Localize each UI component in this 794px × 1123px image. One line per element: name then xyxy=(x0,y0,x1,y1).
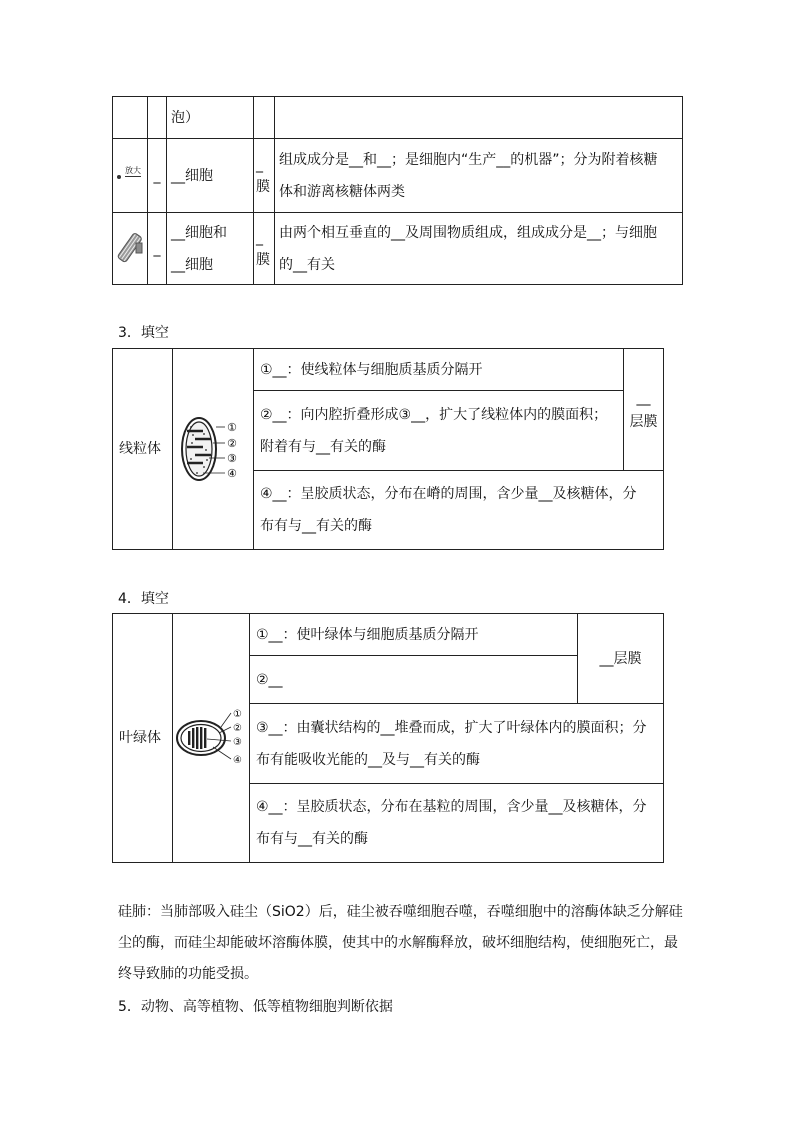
item-text: 附着有与__有关的酶 xyxy=(260,438,386,455)
membrane-text: 层膜 xyxy=(629,413,658,430)
note-line: 终导致肺的功能受损。 xyxy=(118,966,258,982)
organelle-name: 线粒体 xyxy=(119,441,161,457)
table-cell xyxy=(250,656,578,704)
table-cell xyxy=(250,704,664,784)
item-text: ①__：使叶绿体与细胞质基质分隔开 xyxy=(256,626,479,643)
item-text: ③__：由囊状结构的__堆叠而成，扩大了叶绿体内的膜面积；分 xyxy=(256,719,647,736)
mitochondria-figure-cell xyxy=(173,349,254,550)
table-cell xyxy=(250,784,664,863)
organelle-table-continued xyxy=(112,96,683,285)
table-cell xyxy=(167,97,254,139)
silicosis-note xyxy=(118,897,683,990)
table-cell xyxy=(275,97,683,139)
item-text: ④__：呈胶质状态，分布在嵴的周围，含少量__及核糖体，分 xyxy=(260,486,637,502)
cell-text: 由两个相互垂直的__及周围物质组成，组成成分是__；与细胞 xyxy=(279,224,657,241)
cell-text: 泡） xyxy=(171,109,199,126)
cell-text: 膜 xyxy=(256,251,270,268)
cell-text: _ xyxy=(153,167,161,184)
label-1: ① xyxy=(227,421,237,434)
table-row xyxy=(113,213,683,285)
table-cell xyxy=(167,213,254,285)
section-4-heading: 4．填空 xyxy=(118,591,169,607)
cell-text: _ xyxy=(153,240,161,257)
mitochondria-table xyxy=(112,348,664,550)
ribosome-image-cell xyxy=(113,139,148,213)
ribosome-figure xyxy=(115,166,145,186)
membrane-cell xyxy=(578,614,664,704)
section-3-heading: 3．填空 xyxy=(118,325,169,341)
table-cell xyxy=(254,391,624,471)
label-2: ② xyxy=(233,723,242,734)
cell-text: __细胞和 xyxy=(171,224,227,241)
table-row xyxy=(113,97,683,139)
item-text: 布有与__有关的酶 xyxy=(260,518,372,534)
table-row xyxy=(113,349,664,391)
chloroplast-figure-cell xyxy=(173,614,250,863)
label-4: ④ xyxy=(233,755,242,766)
label-3: ③ xyxy=(233,737,242,748)
table-cell xyxy=(275,139,683,213)
figure-caption: 放大 xyxy=(125,165,141,175)
label-4: ④ xyxy=(227,467,237,480)
cell-text: _ xyxy=(256,229,263,246)
table-cell xyxy=(148,213,167,285)
table-cell xyxy=(250,614,578,656)
centriole-icon xyxy=(116,229,144,269)
membrane-blank: __ xyxy=(636,389,651,406)
label-3: ③ xyxy=(227,452,237,465)
centriole-image-cell xyxy=(113,213,148,285)
table-cell xyxy=(254,349,624,391)
membrane-text: __层膜 xyxy=(599,650,642,667)
organelle-name: 叶绿体 xyxy=(119,730,161,746)
note-line: 硅肺：当肺部吸入硅尘（SiO2）后，硅尘被吞噬细胞吞噬，吞噬细胞中的溶酶体缺乏分解硅 xyxy=(118,904,683,920)
table-cell xyxy=(254,139,275,213)
note-line: 尘的酶，而硅尘却能破坏溶酶体膜，使其中的水解酶释放，破坏细胞结构，使细胞死亡，最 xyxy=(118,935,678,951)
label-2: ② xyxy=(227,437,237,450)
organelle-name-cell xyxy=(113,614,173,863)
cell-text: __细胞 xyxy=(171,167,213,184)
mitochondria-diagram-icon xyxy=(173,413,253,485)
table-cell xyxy=(148,139,167,213)
cell-text: __细胞 xyxy=(171,256,213,273)
table-cell xyxy=(254,471,664,550)
item-text: 布有与__有关的酶 xyxy=(256,831,368,847)
cell-text: 体和游离核糖体两类 xyxy=(279,183,405,200)
table-cell xyxy=(148,97,167,139)
item-text: ①__：使线粒体与细胞质基质分隔开 xyxy=(260,361,483,378)
table-cell xyxy=(113,97,148,139)
item-text: ④__：呈胶质状态，分布在基粒的周围，含少量__及核糖体，分 xyxy=(256,799,647,815)
cell-text: _ xyxy=(256,156,263,173)
ribosome-dot-icon xyxy=(117,175,121,179)
membrane-cell xyxy=(624,349,664,471)
cell-text: 的__有关 xyxy=(279,256,335,273)
table-cell xyxy=(167,139,254,213)
cell-text: 组成成分是__和__；是细胞内“生产__的机器”；分为附着核糖 xyxy=(279,151,658,168)
item-text: 布有能吸收光能的__及与__有关的酶 xyxy=(256,751,480,768)
organelle-name-cell xyxy=(113,349,173,550)
table-cell xyxy=(275,213,683,285)
table-row xyxy=(113,614,664,656)
label-1: ① xyxy=(233,709,242,720)
item-text: ②__ xyxy=(256,671,283,688)
chloroplast-table xyxy=(112,613,664,863)
cell-text: 膜 xyxy=(256,178,270,195)
chloroplast-diagram-icon xyxy=(173,703,249,773)
table-cell xyxy=(254,97,275,139)
section-5-heading: 5．动物、高等植物、低等植物细胞判断依据 xyxy=(118,999,393,1015)
item-text: ②__：向内腔折叠形成③__，扩大了线粒体内的膜面积； xyxy=(260,406,608,423)
table-row xyxy=(113,139,683,213)
table-cell xyxy=(254,213,275,285)
